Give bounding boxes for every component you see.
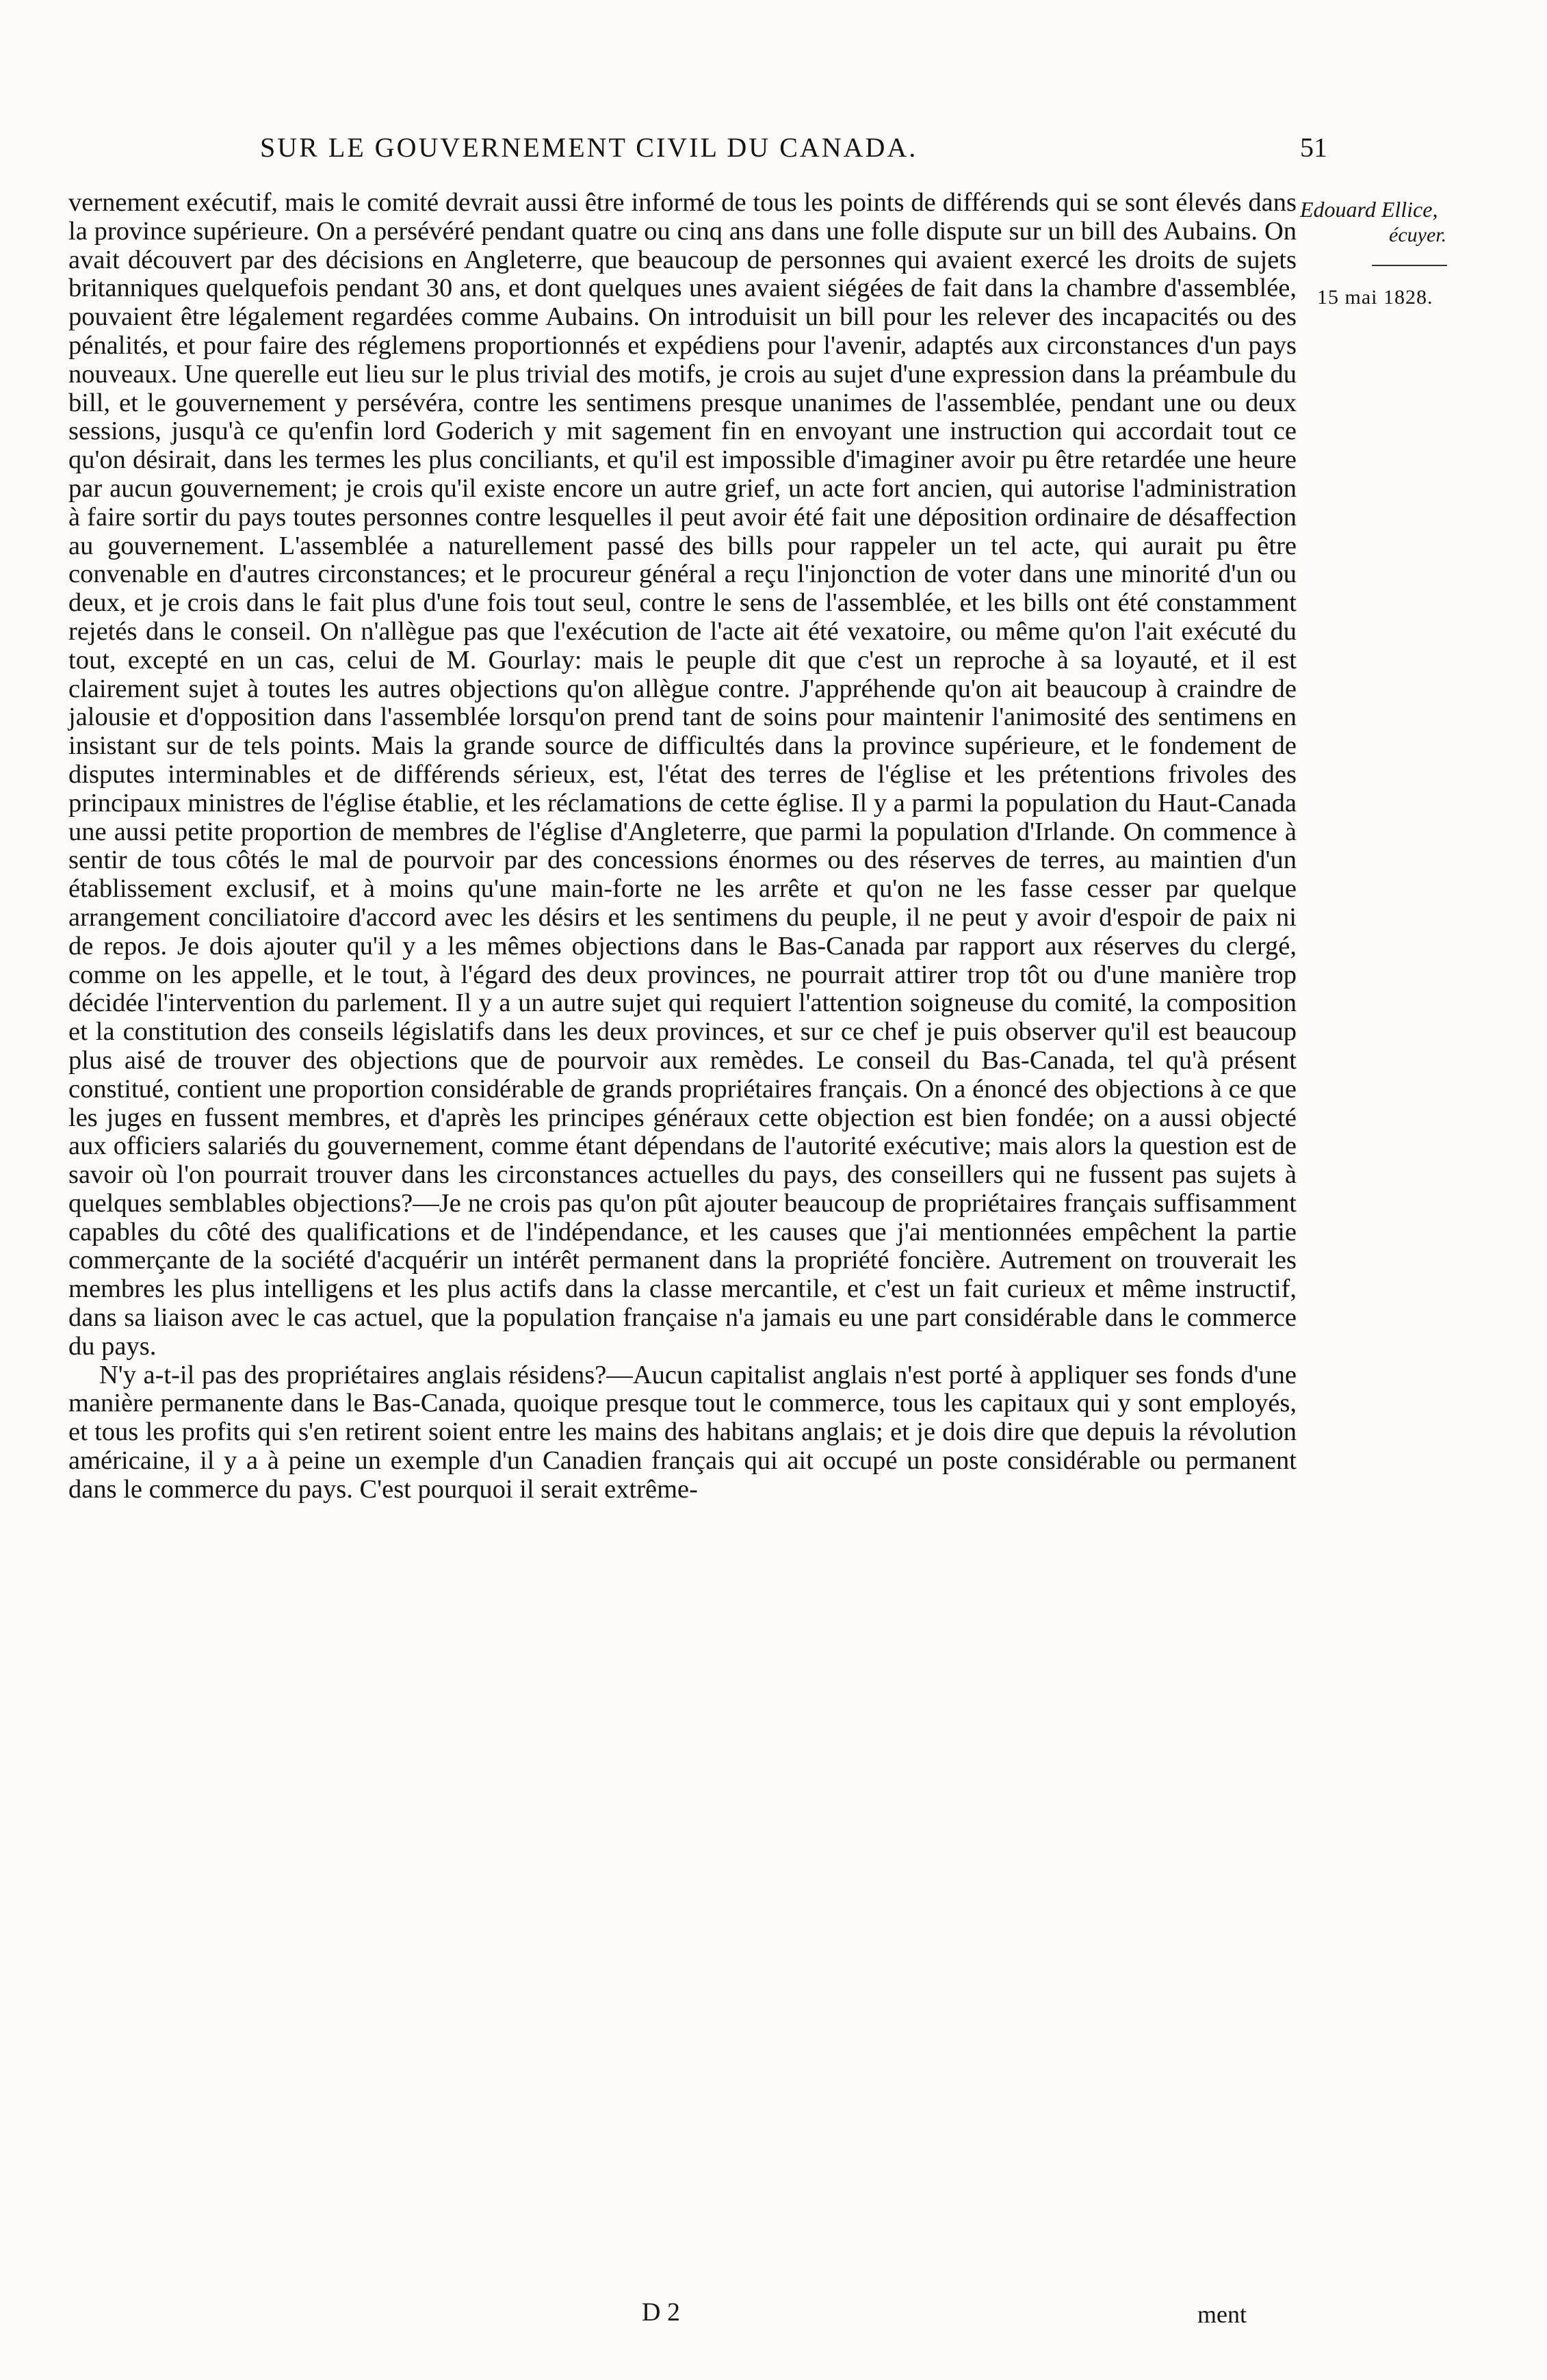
margin-note-rule [1372,265,1447,266]
running-header [260,131,1327,172]
page-number: 51 [1300,132,1327,163]
running-title: SUR LE GOUVERNEMENT CIVIL DU CANADA. [260,132,918,163]
margin-note-date: 15 mai 1828. [1317,286,1433,309]
paragraph-2: N'y a-t-il pas des propriétaires anglais résidens?—Aucun capitalist anglais n'est porté à appliquer ses fonds d'une manière permanente dans le Bas-Canada, quoique presque tout le commerce, tous les capitaux qui y sont employés, et tous les profits qui s'en retirent soient entre les mains des habitans anglais; et je dois dire que depuis la révolution américaine, il y a à peine un exemple d'un Canadien français qui ait occupé un poste considérable ou permanent dans le commerce du pays. C'est pourquoi il serait extrême- [68,1360,1297,1504]
body-text [68,189,1297,1504]
margin-note-title: écuyer. [1389,224,1447,246]
paragraph-1: vernement exécutif, mais le comité devrait aussi être informé de tous les points de différends qui se sont élevés dans la province supérieure. On a persévéré pendant quatre ou cinq ans dans une folle dispute sur un bill des Aubains. On avait découvert par des décisions en Angleterre, que beaucoup de personnes qui avaient exercé les droits de sujets britanniques quelquefois pendant 30 ans, et dont quelques unes avaient siégées de fait dans la chambre d'assemblée, pouvaient être légalement regardées comme Aubains. On introduisit un bill pour les relever des incapacités ou des pénalités, et pour faire des réglemens proportionnés et expédiens pour l'avenir, adaptés aux circonstances d'un pays nouveaux. Une querelle eut lieu sur le plus trivial des motifs, je crois au sujet d'une expression dans la préambule du bill, et le gouvernement y persévéra, contre les sentimens presque unanimes de l'assemblée, pendant une ou deux sessions, jusqu'à ce qu'enfin lord Goderich y mit sagement fin en envoyant une instruction qui accordait tout ce qu'on désirait, dans les termes les plus conciliants, et qu'il est impossible d'imaginer avoir pu être retardée une heure par aucun gouvernement; je crois qu'il existe encore un autre grief, un acte fort ancien, qui autorise l'administration à faire sortir du pays toutes personnes contre lesquelles il peut avoir été fait une déposition ordinaire de désaffection au gouvernement. L'assemblée a naturellement passé des bills pour rappeler un tel acte, qui aurait pu être convenable en d'autres circonstances; et le procureur général a reçu l'injonction de voter dans une minorité d'un ou deux, et je crois dans le fait plus d'une fois tout seul, contre le sens de l'assemblée, et les bills ont été constamment rejetés dans le conseil. On n'allègue pas que l'exécution de l'acte ait été vexatoire, ou même qu'on l'ait exécuté du tout, excepté en un cas, celui de M. Gourlay: mais le peuple dit que c'est un reproche à sa loyauté, et il est clairement sujet à toutes les autres objections qu'on allègue contre. J'appréhende qu'on ait beaucoup à craindre de jalousie et d'opposition dans l'assemblée lorsqu'on prend tant de soins pour maintenir l'animosité des sentimens en insistant sur de tels points. Mais la grande source de difficultés dans la province supérieure, et le fondement de disputes interminables et de différends sérieux, est, l'état des terres de l'église et les prétentions frivoles des principaux ministres de l'église établie, et les réclamations de cette église. Il y a parmi la population du Haut-Canada une aussi petite proportion de membres de l'église d'Angleterre, que parmi la population d'Irlande. On commence à sentir de tous côtés le mal de pourvoir par des concessions énormes ou des réserves de terres, au maintien d'un établissement exclusif, et à moins qu'une main-forte ne les arrête et qu'on ne les fasse cesser par quelque arrangement conciliatoire d'accord avec les désirs et les sentimens du peuple, il ne peut y avoir d'espoir de paix ni de repos. Je dois ajouter qu'il y a les mêmes objections dans le Bas-Canada par rapport aux réserves du clergé, comme on les appelle, et le tout, à l'égard des deux provinces, ne pourrait attirer trop tôt ou d'une manière trop décidée l'intervention du parlement. Il y a un autre sujet qui requiert l'attention soigneuse du comité, la composition et la constitution des conseils législatifs dans les deux provinces, et sur ce chef je puis observer qu'il est beaucoup plus aisé de trouver des objections que de pourvoir aux remèdes. Le conseil du Bas-Canada, tel qu'à présent constitué, contient une proportion considérable de grands propriétaires français. On a énoncé des objections à ce que les juges en fussent membres, et d'après les principes généraux cette objection est bien fondée; on a aussi objecté aux officiers salariés du gouvernement, comme étant dépendans de l'autorité exécutive; mais alors la question est de savoir où l'on pourrait trouver dans les circonstances actuelles du pays, des conseillers qui ne fussent pas sujets à quelques semblables objections?—Je ne crois pas qu'on pût ajouter beaucoup de propriétaires français suffisamment capables du côté des qualifications et de l'indépendance, et les causes que j'ai mentionnées empêchent la partie commerçante de la société d'acquérir un intérêt permanent dans la propriété foncière. Autrement on trouverait les membres les plus intelligens et les plus actifs dans la classe mercantile, et c'est un fait curieux et même instructif, dans sa liaison avec le cas actuel, que la population française n'a jamais eu une part considérable dans le commerce du pays. [68,188,1297,1361]
signature-mark: D 2 [642,2298,680,2327]
margin-note-name: Edouard Ellice, [1300,197,1438,222]
catchword: ment [1197,2301,1247,2328]
